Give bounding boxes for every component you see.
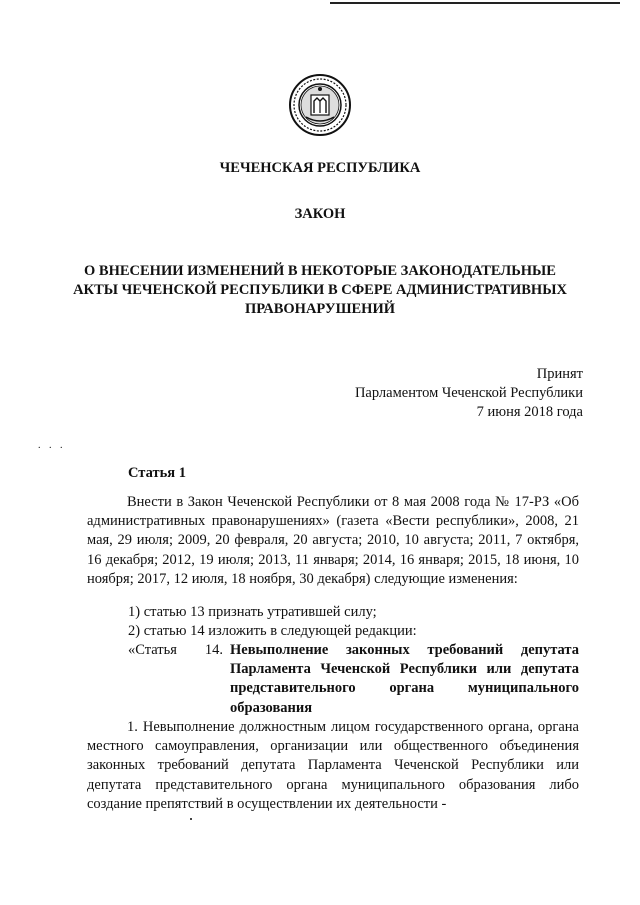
adopted-date: 7 июня 2018 года [476, 404, 583, 420]
article-1-intro: Внести в Закон Чеченской Республики от 8 мая 2008 года № 17-РЗ «Об административных правонарушениях» (газета «Вести республики», 2008, 21 мая, 29 июля; 2009, 20 февраля, 20 августа; 2010, 10 августа; 2011, 7 октября, 16 декабря; 2012, 19 июля; 2013, 11 января; 2014, 16 января; 2015, 18 июня, 10 ноября; 2017, 12 июля, 18 ноября, 30 декабря) следующие изменения: [87, 494, 579, 587]
document-type: ЗАКОН [294, 206, 346, 222]
article-1-heading: Статья 1 [128, 465, 186, 481]
coat-of-arms-emblem [288, 73, 352, 137]
adopted-by: Парламентом Чеченской Республики [354, 385, 583, 401]
law-title-line-2: АКТЫ ЧЕЧЕНСКОЙ РЕСПУБЛИКИ В СФЕРЕ АДМИНИСТРАТИВНЫХ [73, 282, 567, 298]
law-title-line-3: ПРАВОНАРУШЕНИЙ [244, 301, 396, 317]
list-item-2: 2) статью 14 изложить в следующей редакции: [128, 623, 417, 639]
article-14-label-number: 14. [204, 642, 223, 658]
list-item-1: 1) статью 13 признать утратившей силу; [128, 604, 377, 620]
top-border-line [330, 2, 620, 4]
adoption-block [355, 365, 583, 422]
adopted-label: Принят [536, 366, 583, 382]
law-title-line-1: О ВНЕСЕНИИ ИЗМЕНЕНИЙ В НЕКОТОРЫЕ ЗАКОНОДАТЕЛЬНЫЕ [84, 263, 556, 279]
article-14-heading: Невыполнение законных требований депутата Парламента Чеченской Республики или депутата представительного органа муниципального образования [230, 642, 579, 716]
article-14-label [128, 641, 223, 660]
article-14-block [128, 641, 579, 718]
article-14-label-word: «Статья [128, 642, 177, 658]
scan-speck [190, 818, 192, 820]
law-title [0, 262, 640, 319]
clause-1-text: 1. Невыполнение должностным лицом государственного органа, органа местного самоуправления, организации или общественного объединения законных требований депутата Парламента Чеченской Республики или депутата представительного органа муниципального образования либо создание препятствий в осуществлении их деятельности - [87, 719, 579, 812]
margin-dots: . . . [38, 440, 66, 451]
republic-title: ЧЕЧЕНСКАЯ РЕСПУБЛИКА [219, 160, 421, 176]
